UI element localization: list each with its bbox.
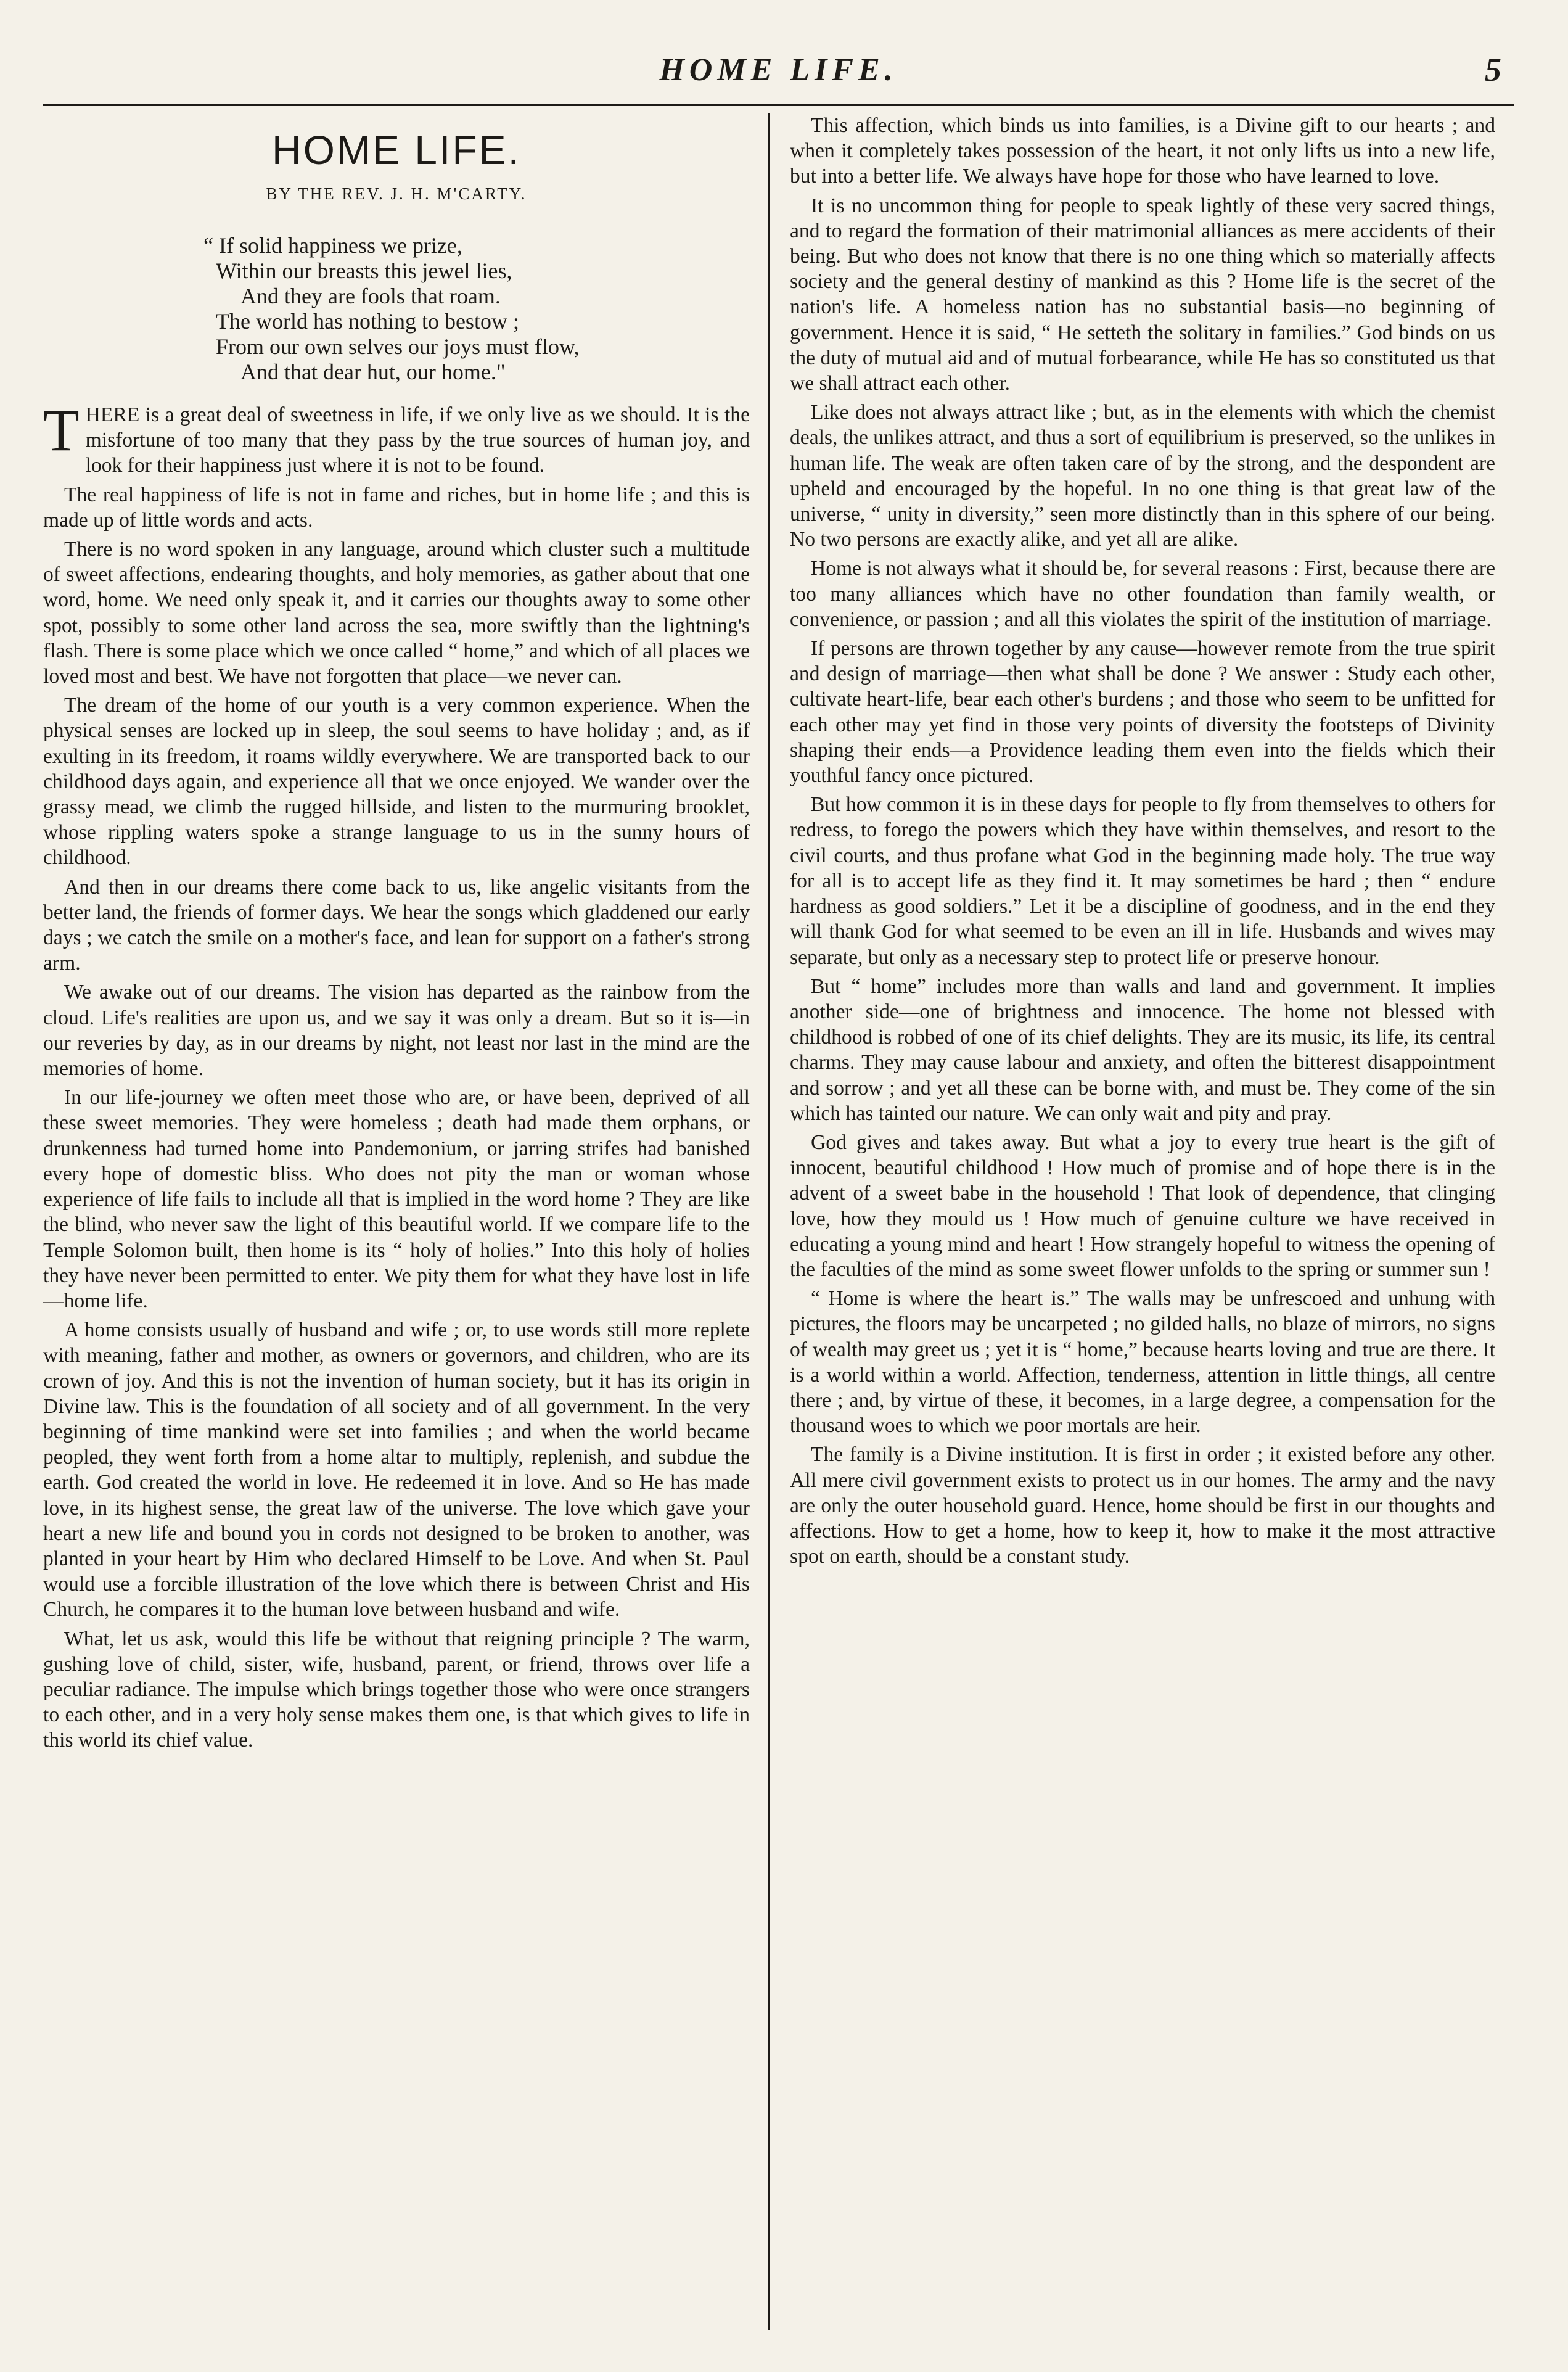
paragraph: Like does not always attract like ; but, as in the elements with which the chemist deals, the unlikes attract, and thus a sort of equilibrium is preserved, so the unlikes in human life. The weak are often taken care of by the strong, and the despondent are upheld and encouraged by the hopeful. In no one thing is that great law of the universe, “ unity in diversity,” seen more distinctly than in this sphere of our being. No two persons are exactly alike, and yet all are alike. [790,401,1495,551]
paragraph: This affection, which binds us into families, is a Divine gift to our hearts ; and when it completely takes possession of the heart, it not only lifts us into a new life, but into a better life. We always have hope for those who have learned to love. [790,114,1495,188]
epigraph-poem [203,233,750,385]
poem-line: The world has nothing to bestow ; [216,309,519,334]
poem-line: And they are fools that roam. [240,284,501,308]
page [43,48,1514,2330]
paragraph: If persons are thrown together by any cause—however remote from the true spirit and design of marriage—then what shall be done ? We answer : Study each other, cultivate heart-life, bear each other's burdens ; and those who seem to be unfitted for each other may yet find in those very points of diversity the footsteps of Divinity shaping their ends—a Providence leading them even into the fields which their youthful fancy once pictured. [790,637,1495,788]
poem-line: “ If solid happiness we prize, [203,233,462,258]
running-title: HOME LIFE. [659,52,898,88]
running-head [43,48,1514,106]
left-column [43,113,765,2330]
paragraph: What, let us ask, would this life be without that reigning principle ? The warm, gushing love of child, sister, wife, husband, parent, or friend, throws over life a peculiar radiance. The impulse which brings together those who were once strangers to each other, and in a very holy sense makes them one, is that which gives to life in this world its chief value. [43,1627,750,1752]
right-paragraphs [790,113,1495,1569]
poem-line: From our own selves our joys must flow, [216,334,580,359]
paragraph: Home is not always what it should be, for several reasons : First, because there are too many alliances which have no other foundation than family wealth, or convenience, or passion ; and all this violates the spirit of the institution of marriage. [790,557,1495,631]
poem-line: Within our breasts this jewel lies, [216,258,512,283]
paragraph: There is no word spoken in any language, around which cluster such a multitude of sweet affections, endearing thoughts, and holy memories, as gather about that one word, home. We need only speak it, and it carries our thoughts away to some other spot, possibly to some other land across the sea, more swiftly than the lightning's flash. There is some place which we once called “ home,” and which of all places we loved most and best. We have not forgotten that place—we never can. [43,538,750,688]
opening-paragraph-text: HERE is a great deal of sweetness in life, if we only live as we should. It is the misfortune of too many that they pass by the true sources of human joy, and look for their happiness just where it is not to be found. [85,403,750,477]
left-paragraphs [43,482,750,1753]
columns [43,113,1514,2330]
paragraph: And then in our dreams there come back to us, like angelic visitants from the better land, the friends of former days. We hear the songs which gladdened our early days ; we catch the smile on a mother's face, and lean for support on a father's strong arm. [43,875,750,975]
page-number: 5 [1485,51,1501,88]
paragraph: “ Home is where the heart is.” The walls may be unfrescoed and unhung with pictures, the floors may be uncarpeted ; no gilded halls, no blaze of mirrors, no signs of wealth may greet us ; yet it is “ home,” because hearts loving and true are there. It is a world within a world. Affection, tenderness, attention in little things, all centre there ; and, by virtue of these, it becomes, in a large degree, a compensation for the thousand woes to which we poor mortals are heir. [790,1287,1495,1438]
drop-cap: T [43,397,80,463]
article-title: HOME LIFE. [271,127,522,173]
paragraph: The real happiness of life is not in fame and riches, but in home life ; and this is made up of little words and acts. [43,483,750,532]
paragraph: It is no uncommon thing for people to speak lightly of these very sacred things, and to regard the formation of their matrimonial alliances as mere accidents of their being. But who does not know that there is no one thing which so materially affects society and the general destiny of mankind as this ? Home life is the secret of the nation's life. A homeless nation has no substantial basis—no beginning of government. Hence it is said, “ He setteth the solitary in families.” God binds on us the duty of mutual aid and of mutual forbearance, while He has so constituted us that we shall attract each other. [790,194,1495,395]
paragraph: God gives and takes away. But what a joy to every true heart is the gift of innocent, beautiful childhood ! How much of promise and of hope there is in the advent of a sweet babe in the household ! That look of dependence, that clinging love, how they mould us ! How much of genuine culture we have received in educating a young mind and heart ! How strangely hopeful to witness the opening of the faculties of the mind as some sweet flower unfolds to the spring or summer sun ! [790,1130,1495,1281]
paragraph: But how common it is in these days for people to fly from themselves to others for redress, to forego the powers which they have within themselves, and resort to the civil courts, and thus profane what God in the beginning made holy. The true way for all is to accept life as they find it. It may sometimes be hard ; then “ endure hardness as good soldiers.” Let it be a discipline of goodness, and in the end they will thank God for what seemed to be even an ill in life. Husbands and wives may separate, but only as a necessary step to protect life or preserve honour. [790,793,1495,969]
right-column [774,113,1495,2330]
opening-paragraph [43,397,750,479]
paragraph: But “ home” includes more than walls and land and government. It implies another side—one of brightness and innocence. The home not blessed with childhood is robbed of one of its chief delights. They are its music, its life, its central charms. They may cause labour and anxiety, and often the bitterest disappointment and sorrow ; and yet all these can be borne with, and must be. They come of the sin which has tainted our nature. We can only wait and pity and pray. [790,974,1495,1125]
byline: BY THE REV. J. H. M'CARTY. [266,184,527,203]
paragraph: The family is a Divine institution. It is first in order ; it existed before any other. All mere civil government exists to protect us in our homes. The army and the navy are only the outer household guard. Hence, home should be first in our thoughts and affections. How to get a home, how to keep it, how to make it the most attractive spot on earth, should be a constant study. [790,1443,1495,1568]
paragraph: A home consists usually of husband and wife ; or, to use words still more replete with meaning, father and mother, as owners or governors, and children, who are its crown of joy. And this is not the invention of human society, but it has its origin in Divine law. This is the foundation of all society and of all government. In the very beginning of time mankind were set into families ; and when the world became peopled, they went forth from a home altar to multiply, replenish, and subdue the earth. God created the world in love. He redeemed it in love. And so He has made love, in its highest sense, the great law of the universe. The love which gave your heart a new life and bound you in cords not designed to be broken to another, was planted in your heart by Him who declared Himself to be Love. And when St. Paul would use a forcible illustration of the love which there is between Christ and His Church, he compares it to the human love between husband and wife. [43,1319,750,1621]
column-rule [768,113,770,2330]
poem-line: And that dear hut, our home." [240,360,506,384]
paragraph: The dream of the home of our youth is a very common experience. When the physical senses are locked up in sleep, the soul seems to have holiday ; and, as if exulting in its freedom, it roams wildly everywhere. We are transported back to our childhood days again, and experience all that we once enjoyed. We wander over the grassy mead, we climb the rugged hillside, and listen to the murmuring brooklet, whose rippling waters spoke a strange language to us in the sunny hours of childhood. [43,694,750,870]
paragraph: We awake out of our dreams. The vision has departed as the rainbow from the cloud. Life's realities are upon us, and we say it was only a dream. But so it is—in our reveries by day, as in our dreams by night, not least nor last in the mind are the memories of home. [43,981,750,1081]
paragraph: In our life-journey we often meet those who are, or have been, deprived of all these sweet memories. They were homeless ; death had made them orphans, or drunkenness had turned home into Pandemonium, or jarring strifes had banished every hope of domestic bliss. Who does not pity the man or woman whose experience of life fails to include all that is implied in the word home ? They are like the blind, who never saw the light of this beautiful world. If we compare life to the Temple Solomon built, then home is its “ holy of holies.” Into this holy of holies they have never been permitted to enter. We pity them for what they have lost in life—home life. [43,1086,750,1312]
